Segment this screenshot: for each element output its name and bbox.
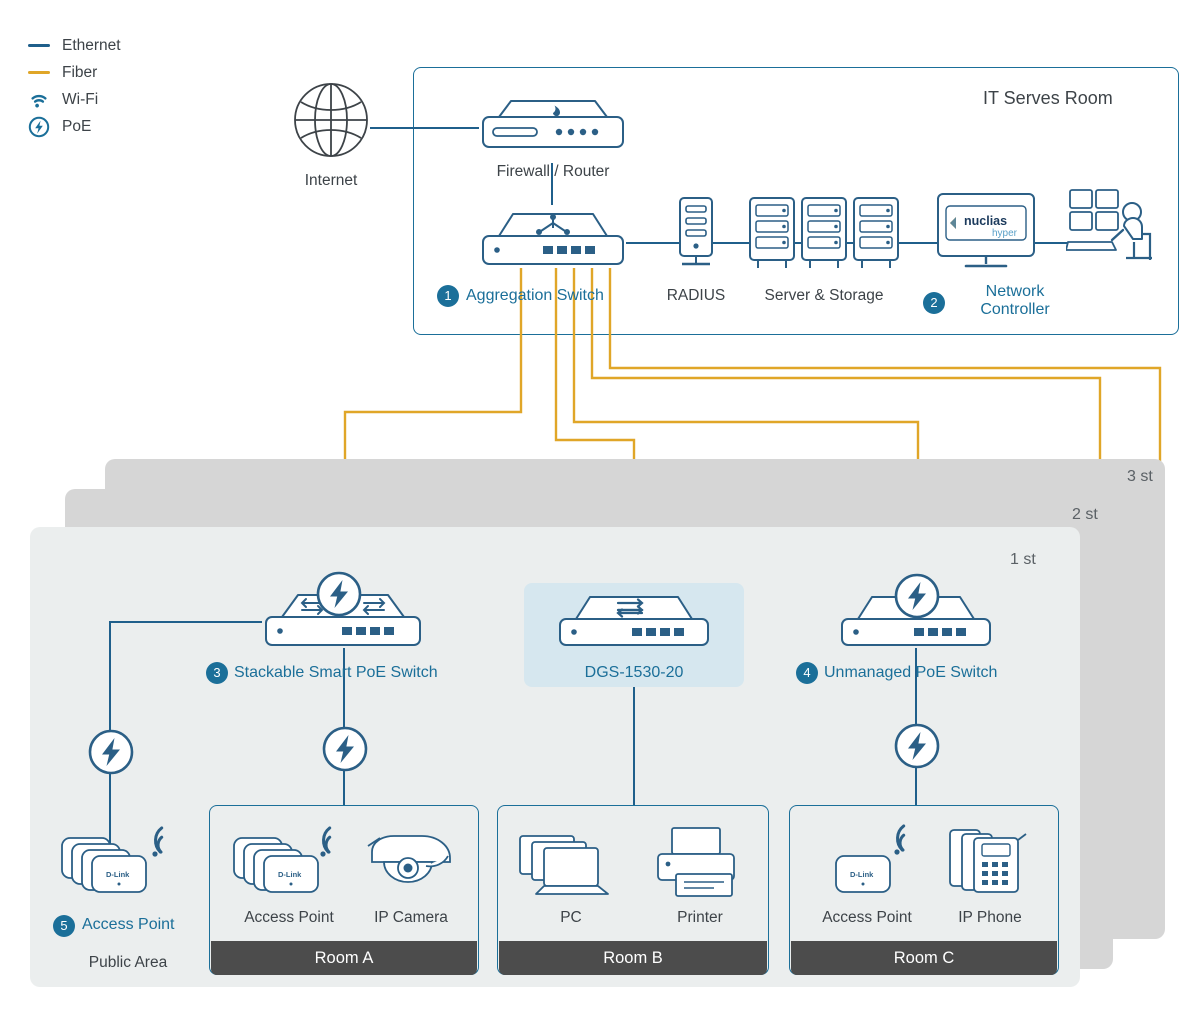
stackable-poe-switch-label: Stackable Smart PoE Switch bbox=[234, 664, 438, 681]
server-storage-label: Server & Storage bbox=[764, 287, 884, 304]
svg-text:nuclias: nuclias bbox=[964, 214, 1008, 228]
room-b-banner bbox=[499, 941, 767, 975]
public-area-access-point-icon bbox=[58, 822, 188, 898]
room-b-title: Room B bbox=[603, 949, 663, 967]
network-controller-badge: 2 bbox=[923, 292, 945, 314]
public-area-label: Public Area bbox=[88, 954, 168, 971]
dgs-1530-20-label: DGS-1530-20 bbox=[584, 664, 684, 681]
stackable-poe-switch-badge: 3 bbox=[206, 662, 228, 684]
network-controller-label-line1: Network bbox=[985, 283, 1045, 300]
svg-text:hyper: hyper bbox=[992, 228, 1018, 239]
aggregation-switch-badge: 1 bbox=[437, 285, 459, 307]
room-c-access-point-icon bbox=[824, 822, 928, 898]
aggregation-switch-label: Aggregation Switch bbox=[466, 287, 604, 304]
poe-icon-unmanaged-switch bbox=[894, 573, 940, 619]
room-a-title: Room A bbox=[314, 949, 374, 967]
svg-text:D-Link: D-Link bbox=[850, 870, 874, 879]
room-b-pc-icon bbox=[516, 830, 626, 898]
poe-icon-stackable-switch bbox=[316, 571, 362, 617]
legend-label-wifi: Wi-Fi bbox=[62, 90, 99, 108]
floor-label-2: 2 st bbox=[1072, 506, 1098, 523]
network-controller-label-line2: Controller bbox=[980, 301, 1050, 319]
it-serves-room-title: IT Serves Room bbox=[983, 88, 1113, 108]
room-c-ip-phone-icon bbox=[946, 824, 1040, 898]
floor-label-1: 1 st bbox=[1010, 551, 1036, 568]
legend-label-fiber: Fiber bbox=[62, 63, 98, 81]
legend-label-poe: PoE bbox=[62, 117, 92, 135]
room-a-ip-camera-icon bbox=[366, 832, 462, 896]
floor-label-3: 3 st bbox=[1127, 468, 1153, 485]
room-a-access-point-icon bbox=[230, 822, 350, 898]
room-c-access-point-label: Access Point bbox=[822, 909, 912, 926]
poe-icon-public-area-drop bbox=[88, 729, 134, 775]
firewall-router-label: Firewall / Router bbox=[496, 163, 610, 180]
room-b-printer-label: Printer bbox=[677, 909, 723, 926]
svg-text:D-Link: D-Link bbox=[278, 870, 302, 879]
poe-icon-room-a-drop bbox=[322, 726, 368, 772]
room-a-banner bbox=[211, 941, 477, 975]
room-a-access-point-label: Access Point bbox=[244, 909, 334, 926]
room-a-ip-camera-label: IP Camera bbox=[374, 909, 448, 926]
public-area-access-point-label: Access Point bbox=[82, 916, 175, 933]
svg-text:D-Link: D-Link bbox=[106, 870, 130, 879]
radius-label: RADIUS bbox=[666, 287, 726, 304]
room-c-title: Room C bbox=[893, 949, 955, 967]
room-b-printer-icon bbox=[650, 826, 750, 900]
room-b-pc-label: PC bbox=[560, 909, 582, 926]
unmanaged-poe-switch-badge: 4 bbox=[796, 662, 818, 684]
internet-label: Internet bbox=[304, 172, 358, 189]
unmanaged-poe-switch-label: Unmanaged PoE Switch bbox=[824, 664, 998, 681]
room-c-ip-phone-label: IP Phone bbox=[958, 909, 1022, 926]
dgs-1530-20-icon bbox=[556, 589, 712, 651]
poe-icon-room-c-drop bbox=[894, 723, 940, 769]
room-c-banner bbox=[791, 941, 1057, 975]
legend-label-ethernet: Ethernet bbox=[62, 36, 121, 54]
public-area-access-point-badge: 5 bbox=[53, 915, 75, 937]
